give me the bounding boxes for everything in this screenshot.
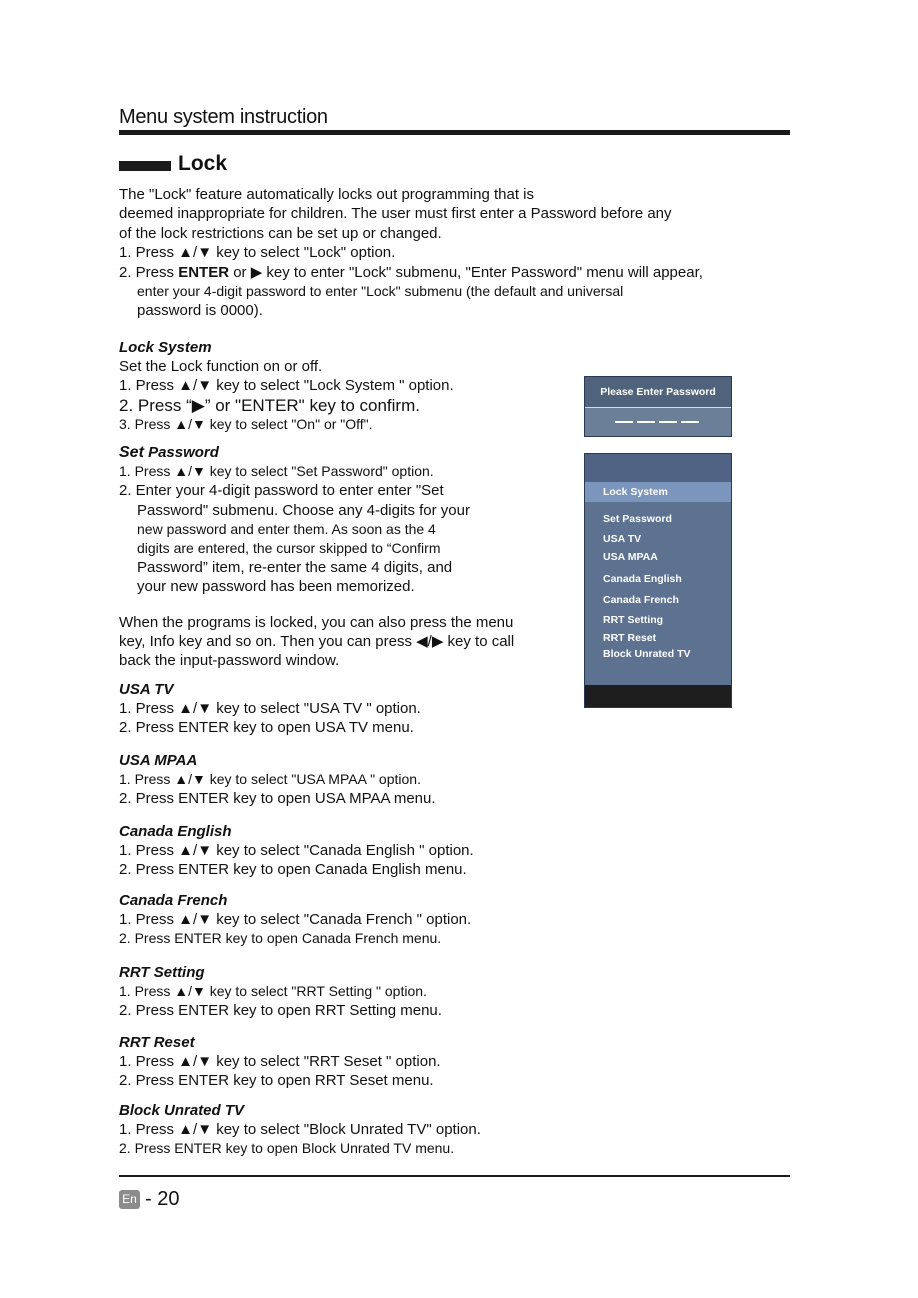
intro-step-cont: password is 0000). (137, 302, 263, 320)
text-line: your new password has been memorized. (137, 578, 415, 596)
footer-divider (119, 1175, 790, 1177)
text-line: 2. Press “▶” or "ENTER" key to confirm. (119, 395, 420, 415)
text-line: back the input-password window. (119, 652, 340, 670)
rrt-setting-section (119, 963, 559, 1021)
menu-item-block-unrated-tv[interactable]: Block Unrated TV (603, 648, 691, 660)
intro-step: 2. Press ENTER or ▶ key to enter "Lock" submenu, "Enter Password" menu will appear, (119, 263, 703, 281)
text-line: Password" submenu. Choose any 4-digits for your (137, 501, 470, 519)
lock-system-section (119, 338, 559, 434)
canada-english-section (119, 822, 559, 880)
section-bar (119, 161, 171, 171)
digit-slot (637, 421, 655, 423)
menu-item-canada-english[interactable]: Canada English (603, 573, 682, 585)
text-line: 1. Press ▲/▼ key to select "USA TV " option. (119, 700, 421, 718)
password-dialog-title: Please Enter Password (585, 377, 731, 408)
text-line: 1. Press ▲/▼ key to select "Canada English " option. (119, 842, 474, 860)
menu-item-lock-system[interactable]: Lock System (585, 482, 731, 502)
text-line: 2. Press ENTER key to open USA MPAA menu. (119, 790, 436, 808)
subsection-title: Canada French (119, 892, 228, 909)
intro-step: 1. Press ▲/▼ key to select "Lock" option. (119, 244, 396, 262)
text-line: 2. Enter your 4-digit password to enter enter "Set (119, 482, 444, 500)
menu-item-rrt-setting[interactable]: RRT Setting (603, 614, 664, 626)
menu-item-set-password[interactable]: Set Password (603, 513, 672, 525)
password-digit-slots (615, 421, 699, 423)
section-title: Lock (178, 152, 228, 175)
subsection-title: USA TV (119, 681, 174, 698)
menu-item-canada-french[interactable]: Canada French (603, 594, 679, 606)
menu-footer-band (585, 685, 731, 707)
subsection-title: USA MPAA (119, 752, 198, 769)
header-divider (119, 130, 790, 135)
language-badge: En (119, 1190, 140, 1209)
rrt-reset-section (119, 1033, 559, 1091)
text-line: new password and enter them. As soon as the 4 (137, 520, 436, 537)
subsection-title: Block Unrated TV (119, 1102, 245, 1119)
lock-menu (584, 453, 732, 708)
text-line: 2. Press ENTER key to open Block Unrated TV menu. (119, 1140, 455, 1157)
text-line: key, Info key and so on. Then you can press ◀/▶ key to call (119, 633, 515, 651)
subsection-title: Set Password (119, 444, 219, 461)
intro-line: deemed inappropriate for children. The user must first enter a Password before any (119, 205, 672, 223)
text-line: 1. Press ▲/▼ key to select "Block Unrated TV" option. (119, 1121, 481, 1139)
text-line: 1. Press ▲/▼ key to select "Canada French " option. (119, 911, 472, 929)
block-unrated-section (119, 1101, 559, 1159)
usa-tv-section (119, 680, 559, 738)
usa-mpaa-section (119, 751, 559, 809)
menu-item-rrt-reset[interactable]: RRT Reset (603, 632, 657, 644)
text-line: 1. Press ▲/▼ key to select "Set Password" option. (119, 463, 434, 480)
intro-text (119, 185, 799, 321)
text-line: 1. Press ▲/▼ key to select "Lock System " option. (119, 377, 454, 395)
digit-slot (615, 421, 633, 423)
intro-line: of the lock restrictions can be set up or changed. (119, 224, 442, 242)
text-line: 1. Press ▲/▼ key to select "USA MPAA " option. (119, 771, 421, 788)
text-line: 2. Press ENTER key to open RRT Setting menu. (119, 1002, 442, 1020)
subsection-title: RRT Reset (119, 1034, 195, 1051)
canada-french-section (119, 891, 559, 949)
menu-header-band (585, 454, 731, 482)
text-line: When the programs is locked, you can also press the menu (119, 614, 514, 631)
text-line: 2. Press ENTER key to open Canada English menu. (119, 861, 467, 879)
menu-item-usa-tv[interactable]: USA TV (603, 533, 642, 545)
subsection-title: RRT Setting (119, 964, 205, 981)
page-footer (119, 1188, 179, 1211)
menu-item-usa-mpaa[interactable]: USA MPAA (603, 551, 658, 563)
text-line: 1. Press ▲/▼ key to select "RRT Seset " option. (119, 1053, 441, 1071)
text-line: 2. Press ENTER key to open RRT Seset menu. (119, 1072, 434, 1090)
digit-slot (681, 421, 699, 423)
intro-line: The "Lock" feature automatically locks out programming that is (119, 186, 535, 203)
text-line: Password” item, re-enter the same 4 digits, and (137, 559, 453, 577)
intro-step-cont: enter your 4-digit password to enter "Lock" submenu (the default and universal (137, 283, 624, 300)
subsection-title: Canada English (119, 823, 232, 840)
text-line: 3. Press ▲/▼ key to select "On" or "Off". (119, 415, 373, 432)
text-line: Set the Lock function on or off. (119, 358, 323, 376)
text-line: 1. Press ▲/▼ key to select "RRT Setting " option. (119, 983, 427, 1000)
digit-slot (659, 421, 677, 423)
locked-note (119, 613, 559, 671)
set-password-section (119, 443, 559, 597)
text-line: digits are entered, the cursor skipped to “Confirm (137, 540, 441, 557)
password-dialog (584, 376, 732, 437)
section-heading (119, 152, 227, 176)
page-header-title: Menu system instruction (119, 106, 328, 128)
text-line: 2. Press ENTER key to open USA TV menu. (119, 719, 414, 737)
subsection-title: Lock System (119, 339, 212, 356)
text-line: 2. Press ENTER key to open Canada French menu. (119, 930, 442, 947)
page-number: - 20 (145, 1188, 180, 1210)
